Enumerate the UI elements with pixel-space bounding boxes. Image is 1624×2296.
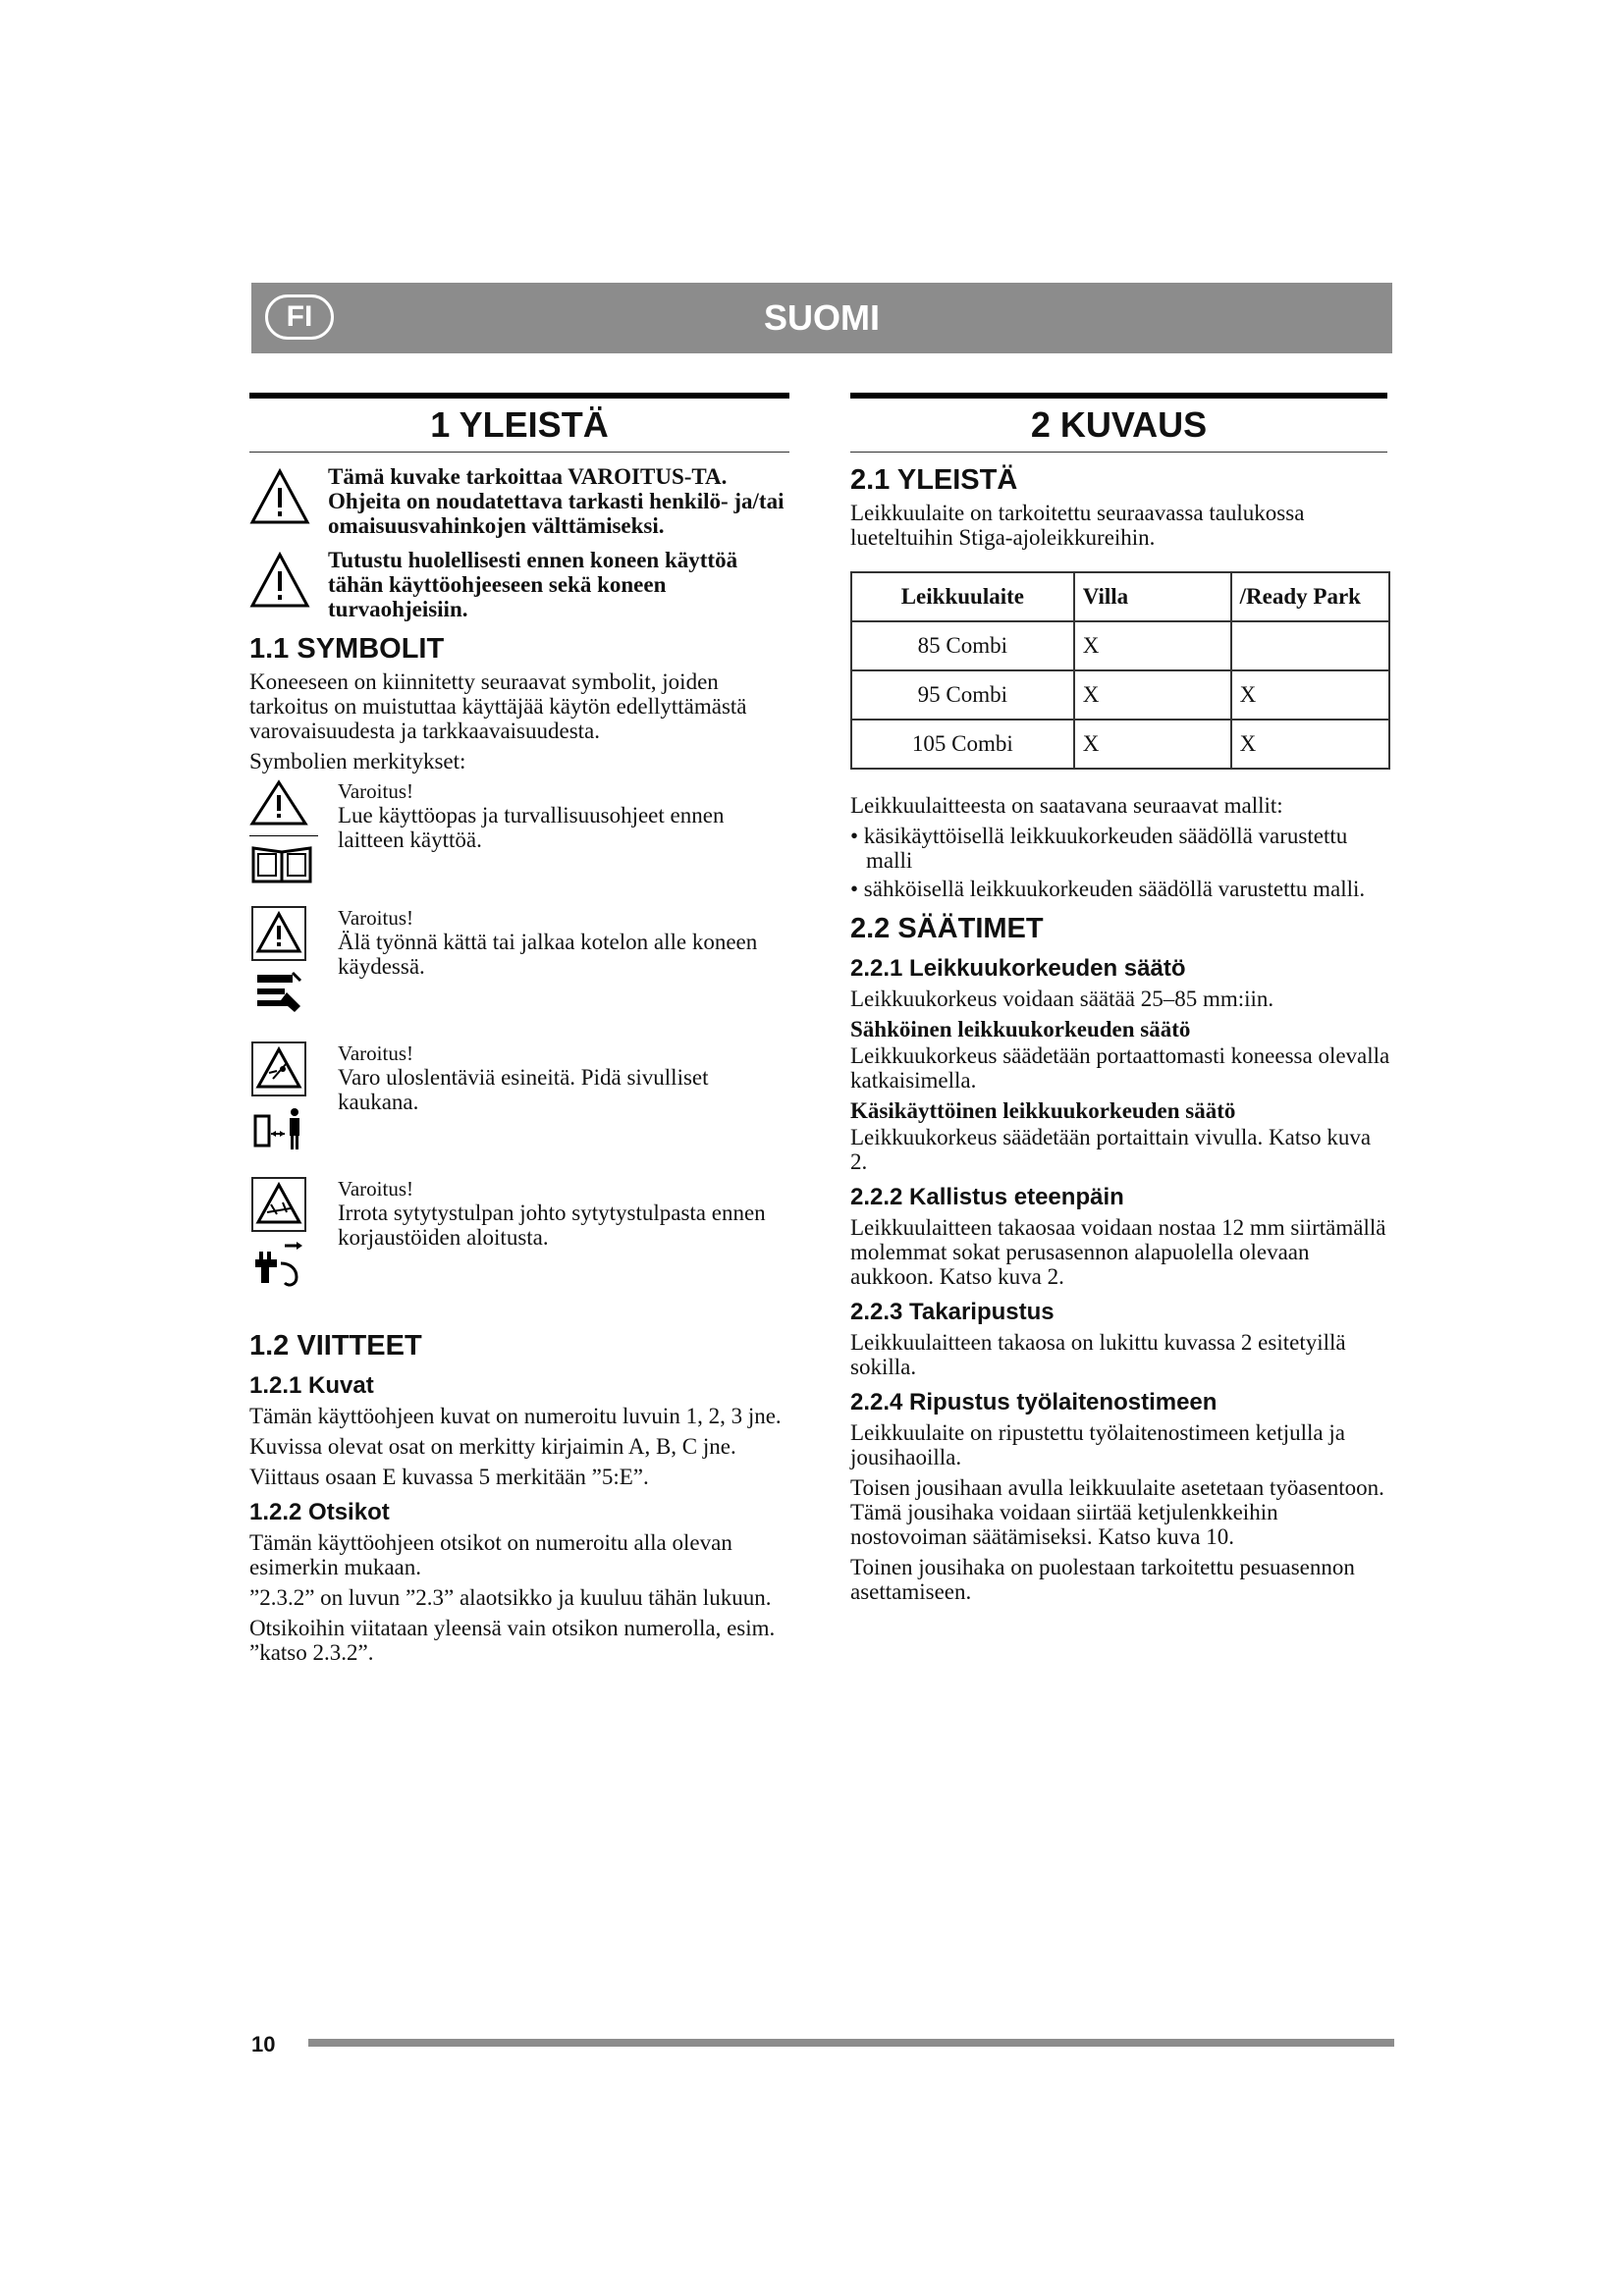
paragraph: Leikkuukorkeus voidaan säätää 25–85 mm:iin. <box>850 987 1274 1011</box>
symbol-item <box>249 1177 789 1299</box>
symbol-description: Irrota sytytystulpan johto sytytystulpasta ennen korjaustöiden aloitusta. <box>338 1201 766 1250</box>
paragraph: Leikkuukorkeus säädetään portaattomasti koneessa olevalla katkaisimella. <box>850 1043 1390 1093</box>
paragraph: Tämän käyttöohjeen otsikot on numeroitu alla olevan esimerkin mukaan. <box>249 1530 732 1579</box>
paragraph: Viittaus osaan E kuvassa 5 merkitään ”5:E”. <box>249 1465 649 1489</box>
table-cell: 85 Combi <box>851 621 1074 670</box>
symbol-label: Varoitus! <box>338 1177 413 1201</box>
chapter-title-kuvaus: 2 KUVAUS <box>850 393 1387 453</box>
warning-triangle-icon <box>251 906 306 961</box>
table-header-row <box>851 572 1389 621</box>
paragraph: Tämän käyttöohjeen kuvat on numeroitu luvuin 1, 2, 3 jne. <box>249 1404 782 1428</box>
language-header-bar <box>251 283 1392 353</box>
symbolit-intro: Koneeseen on kiinnitetty seuraavat symbolit, joiden tarkoitus on muistuttaa käyttäjää käytön edellyttämästä varovaisuudesta ja tarkkaavaisuudesta. <box>249 669 747 743</box>
paragraph: Otsikoihin viitataan yleensä vain otsikon numerolla, esim. ”katso 2.3.2”. <box>249 1616 776 1665</box>
model-variant-list <box>850 824 1390 901</box>
warning-triangle-icon <box>249 464 328 530</box>
table-cell: X <box>1074 621 1231 670</box>
hand-foot-under-deck-icon <box>251 967 306 1022</box>
symbol-description: Lue käyttöopas ja turvallisuusohjeet ennen laitteen käyttöä. <box>338 803 725 852</box>
warning-text: Tutustu huolellisesti ennen koneen käyttöä tähän käyttöohjeeseen sekä koneen turvaohjeisiin. <box>328 548 738 621</box>
symbol-description: Älä työnnä kättä tai jalkaa kotelon alle koneen käydessä. <box>338 930 758 979</box>
paragraph: Leikkuulaitteen takaosa on lukittu kuvassa 2 esitetyillä sokilla. <box>850 1330 1346 1379</box>
inline-heading: Käsikäyttöinen leikkuukorkeuden säätö <box>850 1098 1236 1123</box>
symbol-label: Varoitus! <box>338 1041 413 1065</box>
symbol-item <box>249 779 789 890</box>
paragraph: Leikkuulaite on ripustettu työlaitenostimeen ketjulla ja jousihaoilla. <box>850 1420 1345 1469</box>
warning-text: Tämä kuvake tarkoittaa VAROITUS-TA. Ohjeita on noudatettava tarkasti henkilö- ja/tai omaisuusvahinkojen välttämiseksi. <box>328 464 785 538</box>
paragraph: Kuvissa olevat osat on merkitty kirjaimin A, B, C jne. <box>249 1434 736 1459</box>
symbol-label: Varoitus! <box>338 779 413 803</box>
table-header-cell: /Ready Park <box>1231 572 1389 621</box>
list-item: • sähköisellä leikkuukorkeuden säädöllä varustettu malli. <box>850 877 1366 901</box>
warning-triangle-icon <box>249 548 328 614</box>
table-cell: X <box>1074 720 1231 769</box>
flying-objects-warning-icon <box>251 1041 306 1096</box>
chapter-title-yleista: 1 YLEISTÄ <box>249 393 789 453</box>
inline-heading: Sähköinen leikkuukorkeuden säätö <box>850 1017 1191 1041</box>
paragraph: Toinen jousihaka on puolestaan tarkoitettu pesuasennon asettamiseen. <box>850 1555 1355 1604</box>
open-book-icon <box>249 842 338 890</box>
blade-warning-icon <box>251 1177 306 1232</box>
spark-plug-icon <box>251 1238 306 1293</box>
subsection-heading: 2.2.4 Ripustus työlaitenostimeen <box>850 1389 1218 1415</box>
language-code-badge: FI <box>265 294 334 340</box>
warning-block <box>249 548 789 621</box>
section-heading-saatimet: 2.2 SÄÄTIMET <box>850 913 1044 944</box>
section-heading-viitteet: 1.2 VIITTEET <box>249 1330 422 1362</box>
list-item: • käsikäyttöisellä leikkuukorkeuden säädöllä varustettu malli <box>850 824 1348 873</box>
paragraph: Leikkuulaite on tarkoitettu seuraavassa taulukossa lueteltuihin Stiga-ajoleikkureihin. <box>850 501 1305 550</box>
keep-distance-icon <box>251 1102 306 1157</box>
section-heading-symbolit: 1.1 SYMBOLIT <box>249 633 445 665</box>
table-row <box>851 621 1389 670</box>
table-cell: X <box>1231 720 1389 769</box>
footer-rule <box>308 2039 1394 2047</box>
symbol-meanings-label: Symbolien merkitykset: <box>249 749 466 774</box>
subsection-heading: 2.2.1 Leikkuukorkeuden säätö <box>850 955 1186 982</box>
table-cell: X <box>1074 670 1231 720</box>
section-heading-yleista: 2.1 YLEISTÄ <box>850 464 1018 496</box>
table-header-cell: Villa <box>1074 572 1231 621</box>
paragraph: Leikkuukorkeus säädetään portaittain vivulla. Katso kuva 2. <box>850 1125 1372 1174</box>
paragraph: ”2.3.2” on luvun ”2.3” alaotsikko ja kuuluu tähän lukuun. <box>249 1585 772 1610</box>
table-row <box>851 670 1389 720</box>
table-row <box>851 720 1389 769</box>
subsection-heading: 2.2.2 Kallistus eteenpäin <box>850 1184 1124 1210</box>
subsection-heading-otsikot: 1.2.2 Otsikot <box>249 1499 390 1525</box>
paragraph: Toisen jousihaan avulla leikkuulaite asetetaan työasentoon. Tämä jousihaka voidaan siirtää ketjulenkkeihin nostovoiman säätämiseksi. Katso kuva 10. <box>850 1475 1384 1549</box>
subsection-heading: 2.2.3 Takaripustus <box>850 1299 1055 1325</box>
paragraph: Leikkuulaitteen takaosaa voidaan nostaa 12 mm siirtämällä molemmat sokat perusasennon alapuolella olevaan aukkoon. Katso kuva 2. <box>850 1215 1386 1289</box>
symbol-item <box>249 906 789 1028</box>
mower-compatibility-table <box>850 571 1390 770</box>
table-cell <box>1231 621 1389 670</box>
table-cell: 105 Combi <box>851 720 1074 769</box>
left-column <box>249 393 789 1671</box>
symbol-label: Varoitus! <box>338 906 413 930</box>
table-cell: 95 Combi <box>851 670 1074 720</box>
page-number: 10 <box>251 2032 276 2056</box>
paragraph: Leikkuulaitteesta on saatavana seuraavat mallit: <box>850 793 1283 818</box>
right-column <box>850 393 1390 1610</box>
table-cell: X <box>1231 670 1389 720</box>
table-header-cell: Leikkuulaite <box>851 572 1074 621</box>
language-title: SUOMI <box>763 297 880 338</box>
subsection-heading-kuvat: 1.2.1 Kuvat <box>249 1372 374 1399</box>
warning-triangle-icon <box>249 779 338 831</box>
warning-block <box>249 464 789 538</box>
symbol-description: Varo uloslentäviä esineitä. Pidä sivulliset kaukana. <box>338 1065 709 1114</box>
symbol-item <box>249 1041 789 1163</box>
